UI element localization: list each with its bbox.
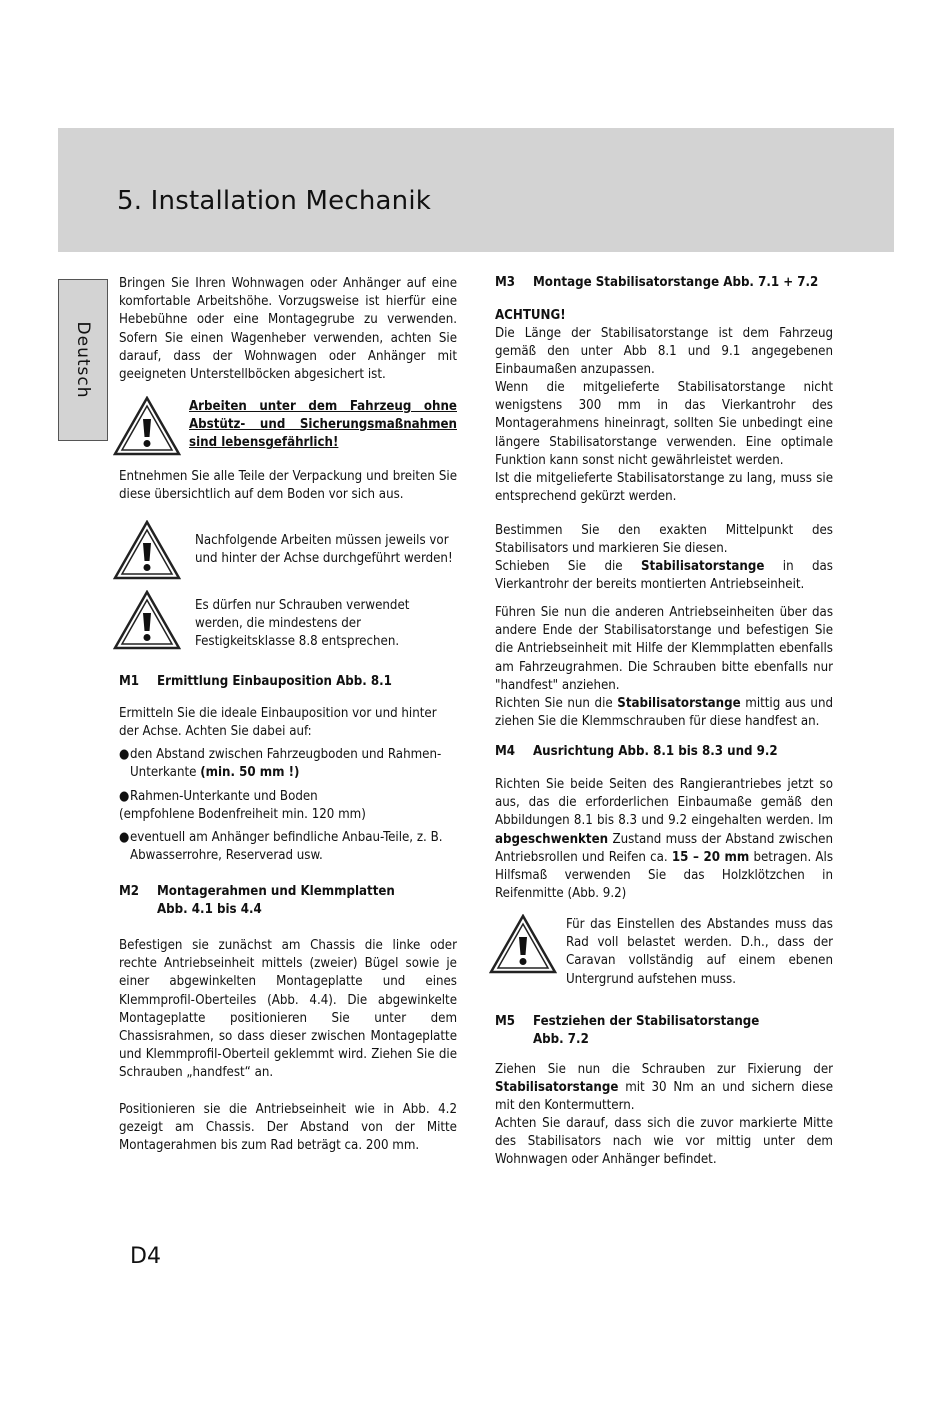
language-tab-label: Deutsch (73, 321, 93, 399)
bullet-text: den Abstand zwischen Fahrzeugboden und Rahmen-Unterkante (130, 747, 442, 781)
section-title: Montagerahmen und Klemmplatten (157, 884, 395, 899)
m1-intro: Ermitteln Sie die ideale Einbauposition vor und hinter der Achse. Achten Sie dabei auf: (119, 706, 437, 740)
section-subtitle: Abb. 7.2 (533, 1032, 589, 1048)
section-number: M4 (495, 744, 516, 759)
warning-screws-text: Es dürfen nur Schrauben verwendet werden, die mindestens der Festigkeitsklasse 8.8 entsprechen. (195, 598, 410, 650)
m5-paragraph-2: Achten Sie darauf, dass sich die zuvor markierte Mitte des Stabilisators nach wie vor mittig unter dem Wohnwagen oder Anhänger befindet. (495, 1116, 833, 1168)
m1-bullet-2-note: (empfohlene Bodenfreiheit min. 120 mm) (119, 807, 366, 822)
m3-paragraph-4: Bestimmen Sie den exakten Mittelpunkt des Stabilisators und markieren Sie diesen. (495, 523, 833, 557)
warning-triangle-icon (113, 396, 181, 456)
warning-axle-text: Nachfolgende Arbeiten müssen jeweils vor und hinter der Achse durchgeführt werden! (195, 533, 453, 567)
m4-warning-text: Für das Einstellen des Abstandes muss das Rad voll belastet werden. D.h., dass der Caravan vollständig auf einem ebenen Untergrund aufstehen muss. (566, 917, 833, 987)
chapter-header (58, 128, 894, 252)
m1-bullet-2: ● Rahmen-Unterkante und Boden (119, 788, 459, 806)
warning-triangle-icon (113, 590, 181, 650)
section-number: M5 (495, 1014, 516, 1029)
warning-triangle-icon (489, 914, 557, 974)
section-number: M2 (119, 884, 140, 899)
m5-paragraph-1: Ziehen Sie nun die Schrauben zur Fixierung der Stabilisatorstange mit 30 Nm an und sichern diese mit den Kontermuttern. (495, 1062, 833, 1114)
section-title: Festziehen der Stabilisatorstange (533, 1014, 760, 1029)
m2-paragraph-1: Befestigen sie zunächst am Chassis die linke oder rechte Antriebseinheit mittels (zweier) Bügel sowie je einer abgewinkelten Montageplatte und eines Klemmprofil-Oberteiles (Abb. 4.4). Die abgewinkelte Montageplatte positionieren Sie unter dem Chassisrahmen, so dass dieser zwischen Montageplatte und Klemmprofil-Oberteil geklemmt wird. Ziehen Sie die Schrauben „handfest“ an. (119, 938, 457, 1081)
section-number: M1 (119, 674, 140, 689)
section-m1-heading (119, 673, 459, 691)
warning-triangle-icon (113, 520, 181, 580)
bullet-emphasis: (min. 50 mm !) (200, 765, 300, 781)
m1-bullet-3: ● eventuell am Anhänger befindliche Anbau-Teile, z. B. Abwasserrohre, Reserverad usw. (119, 829, 459, 865)
section-m5-heading (495, 1013, 835, 1049)
emphasis-distance: 15 – 20 mm (671, 849, 750, 865)
section-m3-heading (495, 274, 835, 292)
intro-paragraph: Bringen Sie Ihren Wohnwagen oder Anhänger auf eine komfortable Arbeitshöhe. Vorzugsweise ist hierfür eine Hebebühne oder eine Montagegrube zu verwenden. Sofern Sie einen Wagenheber verwenden, achten Sie darauf, dass der Wohnwagen oder Anhänger mit geeigneten Unterstellböcken abgesichert ist. (119, 276, 457, 383)
unpack-paragraph: Entnehmen Sie alle Teile der Verpackung und breiten Sie diese übersichtlich auf dem Boden vor sich aus. (119, 469, 457, 503)
emphasis-stabilisatorstange: Stabilisatorstange (617, 696, 741, 711)
m3-paragraph-5: Schieben Sie die Stabilisatorstange in das Vierkantrohr der bereits montierten Antriebseinheit. (495, 559, 833, 593)
chapter-title: 5. Installation Mechanik (117, 186, 432, 216)
bullet-text: eventuell am Anhänger befindliche Anbau-Teile, z. B. Abwasserrohre, Reserverad usw. (130, 830, 443, 864)
section-m4-heading (495, 743, 835, 761)
emphasis-stabilisatorstange: Stabilisatorstange (641, 559, 765, 574)
section-subtitle: Abb. 4.1 bis 4.4 (157, 902, 262, 918)
section-title: Ermittlung Einbauposition Abb. 8.1 (157, 674, 392, 689)
section-title: Ausrichtung Abb. 8.1 bis 8.3 und 9.2 (533, 744, 778, 759)
emphasis-stabilisatorstange: Stabilisatorstange (495, 1080, 619, 1096)
section-m2-heading (119, 883, 459, 919)
language-tab (58, 279, 108, 441)
m3-paragraph-6: Führen Sie nun die anderen Antriebseinheiten über das andere Ende der Stabilisatorstange und befestigen Sie die Antriebseinheit mit Hilfe der Klemmplatten ebenfalls am Fahrzeugrahmen. Die Schrauben bitte ebenfalls nur "handfest" anziehen. (495, 605, 833, 693)
m4-paragraph-1: Richten Sie beide Seiten des Rangierantriebes jetzt so aus, das die erforderlichen Einbaumaße gemäß den Abbildungen 8.1 bis 8.3 und 9.2 eingehalten werden. Im abgeschwenkten Zustand muss der Abstand zwischen Antriebsrollen und Reifen ca. 15 – 20 mm betragen. Als Hilfsmaß verwenden Sie das Holzklötzchen in Reifenmitte (Abb. 9.2) (495, 777, 834, 902)
page-number: D4 (130, 1244, 161, 1269)
m3-paragraph-1: Die Länge der Stabilisatorstange ist dem Fahrzeug gemäß den unter Abb 8.1 und 9.1 angegebenen Einbaumaßen anzupassen. (495, 326, 833, 378)
m3-paragraph-2: Wenn die mitgelieferte Stabilisatorstange nicht wenigstens 300 mm in das Vierkantrohr des Montagerahmens hineinragt, sollten Sie unbedingt eine längere Stabilisatorstange verwenden. Eine optimale Funktion kann sonst nicht gewährleistet werden. (495, 380, 833, 468)
section-title: Montage Stabilisatorstange Abb. 7.1 + 7.2 (533, 275, 819, 290)
emphasis-abgeschwenkten: abgeschwenkten (495, 831, 609, 847)
section-number: M3 (495, 275, 516, 290)
m2-paragraph-2: Positionieren sie die Antriebseinheit wie in Abb. 4.2 gezeigt am Chassis. Der Abstand von der Mitte Montagerahmen bis zum Rad beträgt ca. 200 mm. (119, 1102, 457, 1154)
m3-paragraph-7: Richten Sie nun die Stabilisatorstange mittig aus und ziehen Sie die Klemmschrauben für diese handfest an. (495, 696, 833, 730)
m1-bullet-1: ● den Abstand zwischen Fahrzeugboden und Rahmen-Unterkante (min. 50 mm !) (119, 747, 442, 781)
warning-danger-text: Arbeiten unter dem Fahrzeug ohne Abstütz- und Sicherungsmaßnahmen sind lebensgefährlich! (189, 399, 457, 451)
m3-achtung: ACHTUNG! (495, 308, 566, 323)
m3-paragraph-3: Ist die mitgelieferte Stabilisatorstange zu lang, muss sie entsprechend gekürzt werden. (495, 471, 833, 505)
bullet-text: Rahmen-Unterkante und Boden (130, 789, 318, 804)
